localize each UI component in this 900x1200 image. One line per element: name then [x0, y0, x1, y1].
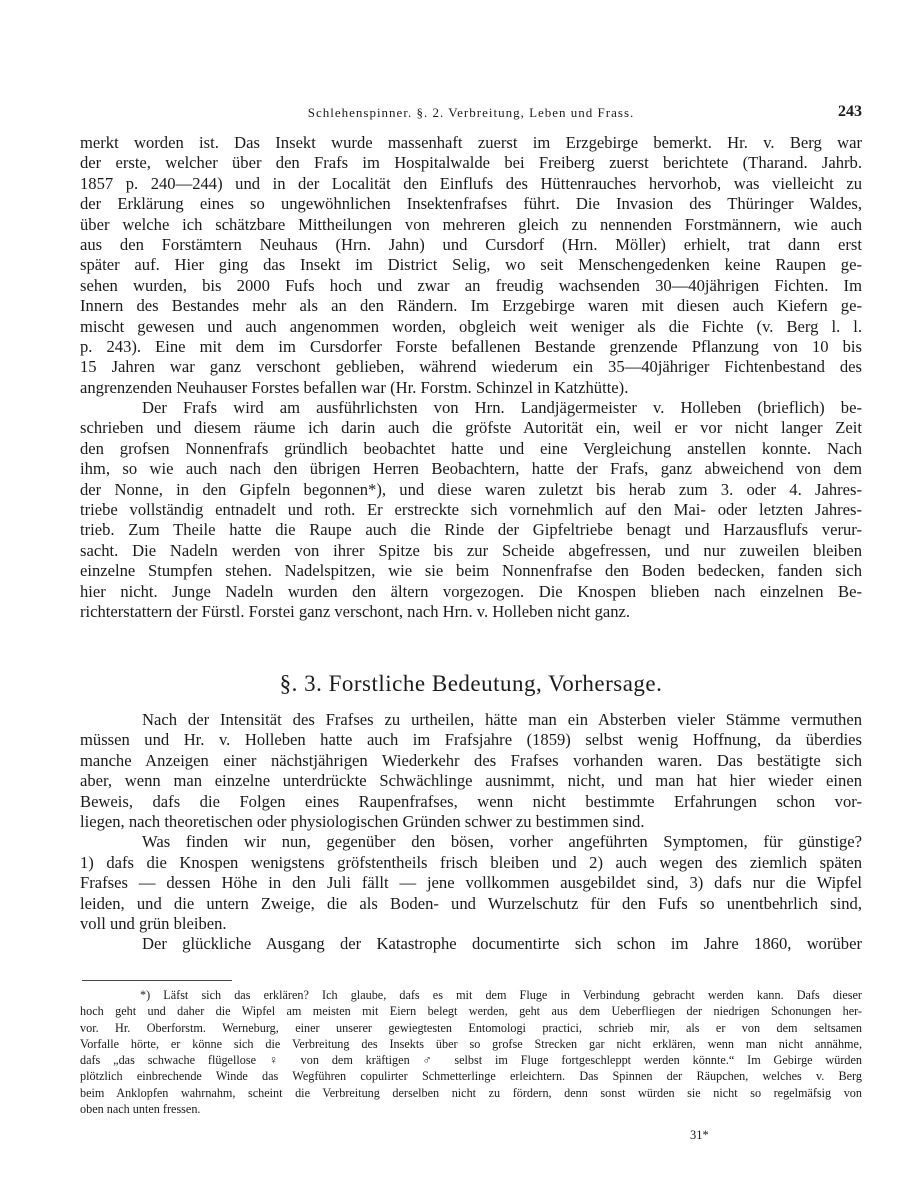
footnote — [80, 987, 862, 1117]
text-line: Beweis, dafs die Folgen eines Raupenfrafses, wenn nicht bestimmte Erfahrungen schon vor- — [80, 791, 862, 811]
text-line: voll und grün bleiben. — [80, 913, 227, 933]
text-line: mischt gewesen und auch angenommen worden, obgleich weit weniger als die Fichte (v. Berg l. l. — [80, 316, 862, 336]
text-line: hier nicht. Junge Nadeln wurden den ältern vorgezogen. Die Knospen blieben nach einzelnen Be- — [80, 581, 862, 601]
footnote-line: plötzlich einbrechende Winde das Wegführen copulirter Schmetterlinge erleichtern. Das Spinnen der Räupchen, welches v. Berg — [80, 1069, 862, 1084]
text-line: schrieben und diesem räume ich darin auch die gröfste Autorität ein, weil er vor nicht langer Zeit — [80, 418, 862, 438]
text-line: liegen, nach theoretischen oder physiologischen Gründen schwer zu bestimmen sind. — [80, 811, 645, 831]
text-line: aber, wenn man einzelne unterdrückte Schwächlinge ausnimmt, nicht, und man hat hier wieder einen — [80, 771, 862, 791]
text-line: 1857 p. 240—244) und in der Localität den Einflufs des Hüttenrauches hervorhob, was vielleicht zu — [80, 173, 862, 193]
paragraph-start-line: Der Frafs wird am ausführlichsten von Hrn. Landjägermeister v. Holleben (brieflich) be- — [142, 398, 862, 418]
paragraph-start-line: Nach der Intensität des Frafses zu urtheilen, hätte man ein Absterben vieler Stämme vermuthen — [142, 710, 862, 729]
running-title: Schlehenspinner. §. 2. Verbreitung, Leben und Frass. — [307, 105, 635, 120]
text-line: den grofsen Nonnenfrafs gründlich beobachtet hatte und eine Vergleichung anstellen konnte. Nach — [80, 438, 862, 458]
body-text-part1 — [80, 133, 862, 622]
text-line: 1) dafs die Knospen wenigstens gröfstentheils frisch bleiben und 2) auch wegen des ziemlich späten — [80, 852, 862, 872]
text-line: leiden, und die untern Zweige, die als Boden- und Wurzelschutz für den Fufs so unentbehrlich sind, — [80, 893, 862, 913]
page-number: 243 — [838, 103, 862, 120]
text-line: richterstattern der Fürstl. Forstei ganz verschont, nach Hrn. v. Holleben nicht ganz. — [80, 601, 631, 621]
text-line: sehen wurden, bis 2000 Fufs hoch und zwar an freudig wachsenden 30—40jährigen Fichten. Im — [80, 275, 862, 295]
text-line: Frafses — dessen Höhe in den Juli fällt — jene vollkommen ausgebildet sind, 3) dafs nur die Wipfel — [80, 873, 862, 893]
footnote-line: oben nach unten fressen. — [80, 1102, 201, 1117]
text-line: trieb. Zum Theile hatte die Raupe auch die Rinde der Gipfeltriebe benagt und Harzausflufs verur- — [80, 520, 862, 540]
text-line: ihm, so wie auch nach den übrigen Herren Beobachtern, hatte der Frafs, ganz abweichend von dem — [80, 459, 862, 479]
text-line: 15 Jahren war ganz verschont geblieben, während wiederum ein 35—40jähriger Fichtenbestand des — [80, 357, 862, 377]
paragraph-start-line: Was finden wir nun, gegenüber den bösen, vorher angeführten Symptomen, für günstige? — [142, 832, 862, 852]
footnote-separator — [82, 980, 232, 981]
section-heading: §. 3. Forstliche Bedeutung, Vorhersage. — [279, 671, 663, 696]
text-line: merkt worden ist. Das Insekt wurde massenhaft zuerst im Erzgebirge bemerkt. Hr. v. Berg war — [80, 133, 862, 152]
footnote-line: beim Anklopfen wahrnahm, scheint die Verbreitung derselben nicht zu fördern, denn sonst würden sie nicht so regelmäfsig von — [80, 1085, 862, 1100]
sheet-signature: 31* — [690, 1128, 709, 1142]
text-line: der erste, welcher über den Frafs im Hospitalwalde bei Freiberg zuerst berichtete (Tharand. Jahrb. — [80, 153, 862, 173]
text-line: der Nonne, in den Gipfeln begonnen*), und diese waren zuletzt bis herab zum 3. oder 4. Jahres- — [80, 479, 862, 499]
footnote-line: dafs „das schwache flügellose ♀ von dem kräftigen ♂ selbst im Fluge fortgeschleppt werden könnte.“ Im Gebirge würden — [80, 1053, 862, 1068]
text-line: müssen und Hr. v. Holleben hatte auch im Frafsjahre (1859) selbst wenig Hoffnung, da überdies — [80, 730, 862, 750]
text-line: sacht. Die Nadeln werden von ihrer Spitze bis zur Scheide abgefressen, und nur zuweilen bleiben — [80, 540, 862, 560]
text-line: angrenzenden Neuhauser Forstes befallen war (Hr. Forstm. Schinzel in Katzhütte). — [80, 377, 629, 397]
text-line: einzelne Stumpfen stehen. Nadelspitzen, wie sie beim Nonnenfrafse den Boden bedecken, fanden sich — [80, 561, 862, 581]
text-line: triebe vollständig entnadelt und roth. Er erstreckte sich vornehmlich auf den Mai- oder letzten Jahres- — [80, 500, 862, 520]
footnote-line: hoch geht und daher die Wipfel am meisten mit Eiern belegt werden, geht aus dem Ueberfliegen der niedrigen Schonungen her- — [80, 1004, 862, 1019]
page-header — [80, 101, 862, 125]
text-line: über welche ich schätzbare Mittheilungen von mehreren gleich zu nennenden Forstmännern, wie auch — [80, 214, 862, 234]
text-line: aus den Forstämtern Neuhaus (Hrn. Jahn) und Cursdorf (Hrn. Möller) erhielt, trat dann erst — [80, 234, 862, 254]
text-line: der Erklärung eines so ungewöhnlichen Insektenfrafses führt. Die Invasion des Thüringer Waldes, — [80, 194, 862, 214]
text-line: Innern des Bestandes mehr als an den Rändern. Im Erzgebirge waren mit diesen auch Kiefern ge- — [80, 296, 862, 316]
body-text-part2 — [80, 710, 862, 955]
footnote-line: Vorfalle hörte, er könne sich die Verbreitung des Insekts über so grofse Strecken gar nicht erklären, wenn man nicht annähme, — [80, 1036, 862, 1051]
text-line: p. 243). Eine mit dem im Cursdorfer Forste befallenen Bestande grenzende Pflanzung von 10 bis — [80, 336, 862, 356]
text-line: manche Anzeigen einer nächstjährigen Wiederkehr des Frafses vorhanden waren. Das bestätigte sich — [80, 750, 862, 770]
footnote-line: *) Läfst sich das erklären? Ich glaube, dafs es mit dem Fluge in Verbindung gebracht werden kann. Dafs dieser — [140, 988, 862, 1002]
text-line: später auf. Hier ging das Insekt im District Selig, wo seit Menschengedenken keine Raupen ge- — [80, 255, 862, 275]
paragraph-start-line: Der glückliche Ausgang der Katastrophe documentirte sich schon im Jahre 1860, worüber — [142, 934, 862, 954]
footnote-line: vor. Hr. Oberforstm. Werneburg, einer unserer gewiegtesten Entomologi practici, schrieb mir, als er von dem seltsamen — [80, 1020, 862, 1035]
